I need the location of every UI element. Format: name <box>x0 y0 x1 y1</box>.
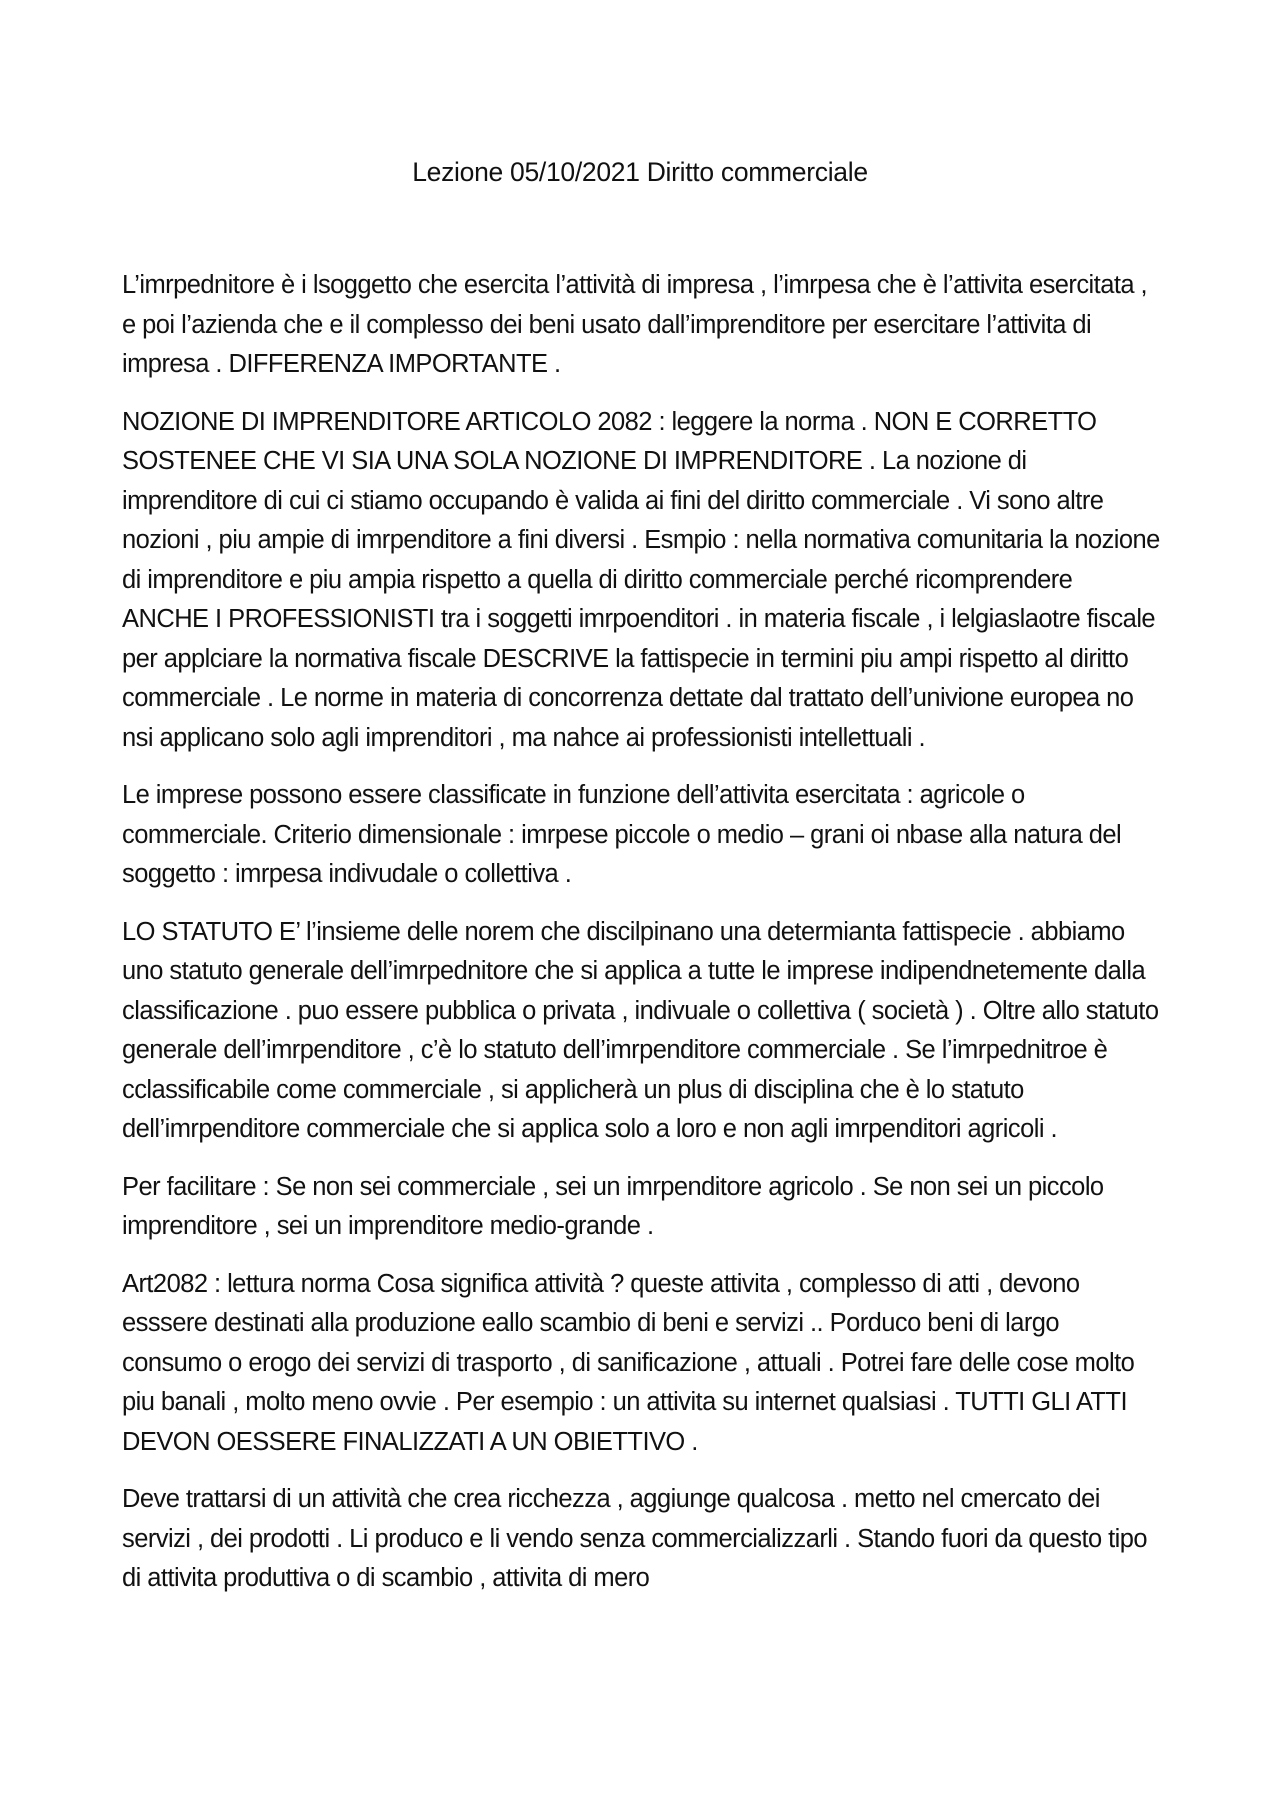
paragraph-statuto: LO STATUTO E’ l’insieme delle norem che discilpinano una determianta fattispecie . abbiamo uno statuto generale dell’imrpednitore che si applica a tutte le imprese indipendnetemente dalla classificazione . puo essere pubblica o privata , indivuale o collettiva ( società ) . Oltre allo statuto generale dell’imrpenditore , c’è lo statuto dell’imrpenditore commerciale . Se l’imrpednitroe è cclassificabile come commerciale , si applicherà un plus di disciplina che è lo statuto dell’imrpenditore commerciale che si applica solo a loro e non agli imrpenditori agricoli . <box>122 917 1159 1143</box>
page-title: Lezione 05/10/2021 Diritto commerciale <box>412 157 868 187</box>
paragraph-classificazione-imprese: Le imprese possono essere classificate in funzione dell’attivita esercitata : agricole o commerciale. Criterio dimensionale : imrpese piccole o medio – grani oi nbase alla natura del soggetto : imrpesa indivudale o collettiva . <box>122 781 1122 888</box>
paragraph-nozione-imprenditore: NOZIONE DI IMPRENDITORE ARTICOLO 2082 : leggere la norma . NON E CORRETTO SOSTENEE CHE VI SIA UNA SOLA NOZIONE DI IMPRENDITORE . La nozione di imprenditore di cui ci stiamo occupando è valida ai fini del diritto commerciale . Vi sono altre nozioni , piu ampie di imrpenditore a fini diversi . Esmpio : nella normativa comunitaria la nozione di imprenditore e piu ampia rispetto a quella di diritto commerciale perché ricomprendere ANCHE I PROFESSIONISTI tra i soggetti imrpoenditori . in materia fiscale , i lelgiaslaotre fiscale per applciare la normativa fiscale DESCRIVE la fattispecie in termini piu ampi rispetto al diritto commerciale . Le norme in materia di concorrenza dettate dal trattato dell’univione europea no nsi applicano solo agli imprenditori , ma nahce ai professionisti intellettuali . <box>122 407 1160 752</box>
paragraph-imprenditore-definition: L’imrpednitore è i lsoggetto che esercita l’attività di impresa , l’imrpesa che è l’attivita esercitata , e poi l’azienda che e il complesso dei beni usato dall’imprenditore per esercitare l’attivita di impresa . DIFFERENZA IMPORTANTE . <box>122 271 1148 378</box>
paragraph-ricchezza: Deve trattarsi di un attività che crea ricchezza , aggiunge qualcosa . metto nel cmercato dei servizi , dei prodotti . Li produco e li vendo senza commercializzarli . Stando fuori da questo tipo di attivita produttiva o di scambio , attivita di mero <box>122 1485 1148 1592</box>
paragraph-art2082-attivita: Art2082 : lettura norma Cosa significa attività ? queste attivita , complesso di atti , devono esssere destinati alla produzione eallo scambio di beni e servizi .. Porduco beni di largo consumo o erogo dei servizi di trasporto , di sanificazione , attuali . Potrei fare delle cose molto piu banali , molto meno ovvie . Per esempio : un attivita su internet qualsiasi . TUTTI GLI ATTI DEVON OESSERE FINALIZZATI A UN OBIETTIVO . <box>122 1269 1135 1456</box>
document-body <box>122 266 1162 1617</box>
paragraph-per-facilitare: Per facilitare : Se non sei commerciale , sei un imrpenditore agricolo . Se non sei un piccolo imprenditore , sei un imprenditore medio-grande . <box>122 1172 1104 1240</box>
